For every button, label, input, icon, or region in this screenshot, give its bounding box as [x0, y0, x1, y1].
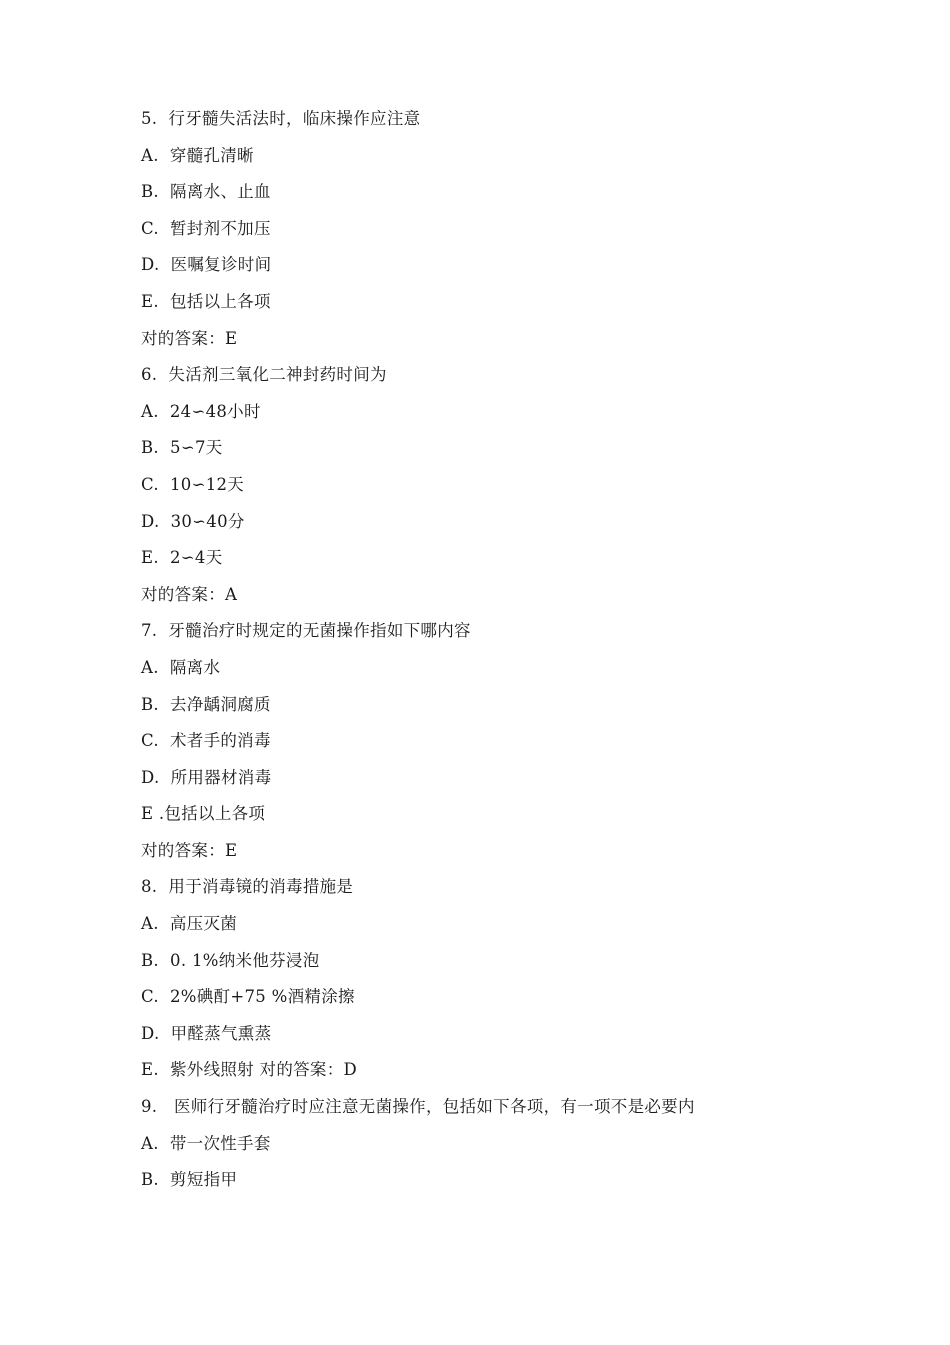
question-5-option-d: D. 医嘱复诊时间 [141, 255, 272, 275]
question-8-option-b: B. 0. 1%纳米他芬浸泡 [141, 950, 320, 970]
question-7-option-e: E .包括以上各项 [141, 804, 266, 824]
question-7-answer: 对的答案：E [141, 840, 238, 860]
question-7-option-d: D. 所用器材消毒 [141, 767, 272, 787]
question-7-stem: 7. 牙髓治疗时规定的无菌操作指如下哪内容 [141, 621, 471, 641]
question-6-answer: 对的答案：A [141, 584, 238, 604]
question-8-stem: 8. 用于消毒镜的消毒措施是 [141, 877, 354, 897]
question-6-option-c: C. 10∽12天 [141, 474, 245, 494]
question-9-stem: 9. 医师行牙髓治疗时应注意无菌操作，包括如下各项，有一项不是必要内 [141, 1097, 695, 1117]
question-7-option-a: A. 隔离水 [141, 657, 221, 677]
question-5-stem: 5. 行牙髓失活法时，临床操作应注意 [141, 109, 421, 128]
question-5-option-b: B. 隔离水、止血 [141, 182, 271, 202]
question-5-option-e: E. 包括以上各项 [141, 291, 271, 311]
question-5-option-c: C. 暂封剂不加压 [141, 218, 271, 238]
question-5-answer: 对的答案：E [141, 328, 238, 348]
question-6-option-b: B. 5∽7天 [141, 438, 223, 458]
question-8-option-d: D. 甲醛蒸气熏蒸 [141, 1023, 272, 1043]
question-6-stem: 6. 失活剂三氧化二神封药时间为 [141, 365, 387, 385]
question-7-option-b: B. 去净龋洞腐质 [141, 694, 271, 714]
question-6-option-e: E. 2∽4天 [141, 548, 223, 568]
question-6-option-a: A. 24∽48小时 [141, 401, 261, 421]
question-text-block [141, 101, 921, 1199]
question-9-option-b: B. 剪短指甲 [141, 1170, 238, 1190]
question-8-option-e-and-answer: E. 紫外线照射 对的答案：D [141, 1060, 358, 1080]
question-6-option-d: D. 30∽40分 [141, 511, 245, 531]
question-8-option-a: A. 高压灭菌 [141, 914, 238, 934]
question-7-option-c: C. 术者手的消毒 [141, 731, 271, 751]
question-8-option-c: C. 2%碘酊+75 %酒精涂擦 [141, 987, 355, 1007]
question-9-option-a: A. 带一次性手套 [141, 1133, 271, 1153]
question-5-option-a: A. 穿髓孔清晰 [141, 145, 254, 165]
